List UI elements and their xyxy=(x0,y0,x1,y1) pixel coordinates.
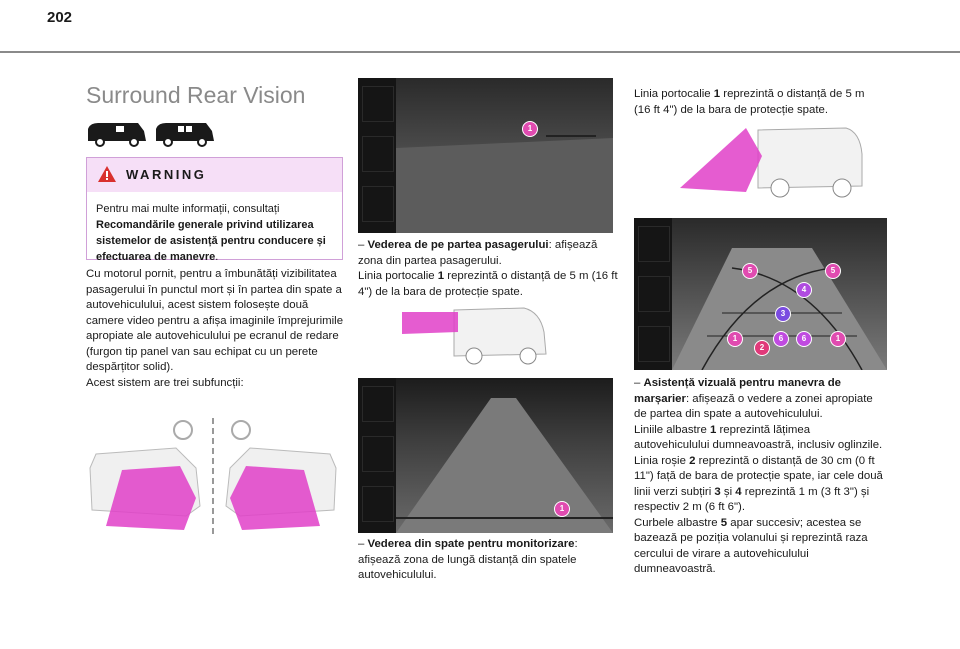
warning-header xyxy=(87,158,342,192)
steering-wheel-icon xyxy=(174,421,192,439)
rear-monitor-text: – Vederea din spate pentru monitorizare: afișează zona de lungă distanță din spatele autovehiculului. xyxy=(358,538,578,581)
header-rule xyxy=(0,51,960,53)
orange-line-text: Linia portocalie 1 reprezintă o distanță de 5 m (16 ft 4") de la bara de protecție spate. xyxy=(634,88,865,116)
marker-1: 1 xyxy=(554,501,570,517)
marker-5: 5 xyxy=(825,263,841,279)
camera-mode-icon xyxy=(362,486,394,522)
warning-text: Pentru mai multe informații, consultați Recomandările generale privind utilizarea sistemelor de asistență pentru conducere și efectuarea de manevre. xyxy=(96,203,326,263)
passenger-view-text: – Vederea de pe partea pasagerului: afișează zona din partea pasagerului. Linia portocalie 1 reprezintă o distanță de 5 m (16 ft 4") de la bara de protecție spate. xyxy=(358,239,618,298)
warning-title: WARNING xyxy=(126,167,207,182)
camera-mode-icon xyxy=(362,436,394,472)
camera-view-passenger-side xyxy=(358,78,613,233)
marker-1: 1 xyxy=(522,121,538,137)
marker-3: 3 xyxy=(775,306,791,322)
marker-4: 4 xyxy=(796,282,812,298)
page-number: 202 xyxy=(47,9,73,26)
steering-wheel-icon xyxy=(232,421,250,439)
camera-mode-icon xyxy=(638,276,670,312)
camera-mode-icon xyxy=(362,136,394,172)
marker-1: 1 xyxy=(727,331,743,347)
van-side-illustration xyxy=(400,302,550,368)
van-icon xyxy=(86,119,216,147)
camera-view-reversing xyxy=(634,218,887,370)
reversing-assist-text: – Asistență vizuală pentru manevra de marșarier: afișează o vedere a zonei apropiate de partea din spate a autovehiculului. Liniile albastre 1 reprezintă lățimea autovehiculului dumneavoastră, inclusiv oglinzile. Linia roșie 2 reprezintă o distanță de 30 cm (0 ft 11") față de bara de protecție spate, iar cele două linii verzi subțiri 3 și 4 reprezintă 1 m (3 ft 3") și respectiv 2 m (6 ft 6"). Curbele albastre 5 apar succesiv; acestea se bazează pe poziția volanului și reprezintă raza cercului de virare a autovehiculului dumneavoastră. xyxy=(634,377,883,575)
marker-2: 2 xyxy=(754,340,770,356)
camera-mode-sidebar xyxy=(358,378,396,533)
rear-view-illustration xyxy=(676,126,866,206)
camera-mode-icon xyxy=(362,186,394,222)
camera-mode-icon xyxy=(362,386,394,422)
camera-mode-sidebar xyxy=(634,218,672,370)
warning-link-text: Recomandările generale privind utilizarea sistemelor de asistență pentru conducere și efectuarea de manevre xyxy=(96,219,326,263)
marker-6: 6 xyxy=(796,331,812,347)
marker-5: 5 xyxy=(742,263,758,279)
marker-1: 1 xyxy=(830,331,846,347)
warning-box xyxy=(86,157,343,263)
camera-mode-icon xyxy=(638,226,670,262)
camera-mode-sidebar xyxy=(358,78,396,233)
camera-mode-icon xyxy=(362,86,394,122)
camera-mode-icon xyxy=(638,326,670,362)
camera-view-rear-monitor xyxy=(358,378,613,533)
blind-spot-illustration xyxy=(86,418,340,538)
marker-6: 6 xyxy=(773,331,789,347)
intro-text: Cu motorul pornit, pentru a îmbunătăți vizibilitatea pasagerului în punctul mort și în partea din spate a autovehiculului, acest sistem folosește două camere video pentru a afișa imaginile împrejurimile apropiate ale autovehiculului pe ecranul de redare (furgon tip panel van sau echipat cu un perete despărțitor solid). Acest sistem are trei subfuncții: xyxy=(86,268,344,389)
warning-icon xyxy=(97,165,117,183)
page-title: Surround Rear Vision xyxy=(86,82,306,108)
